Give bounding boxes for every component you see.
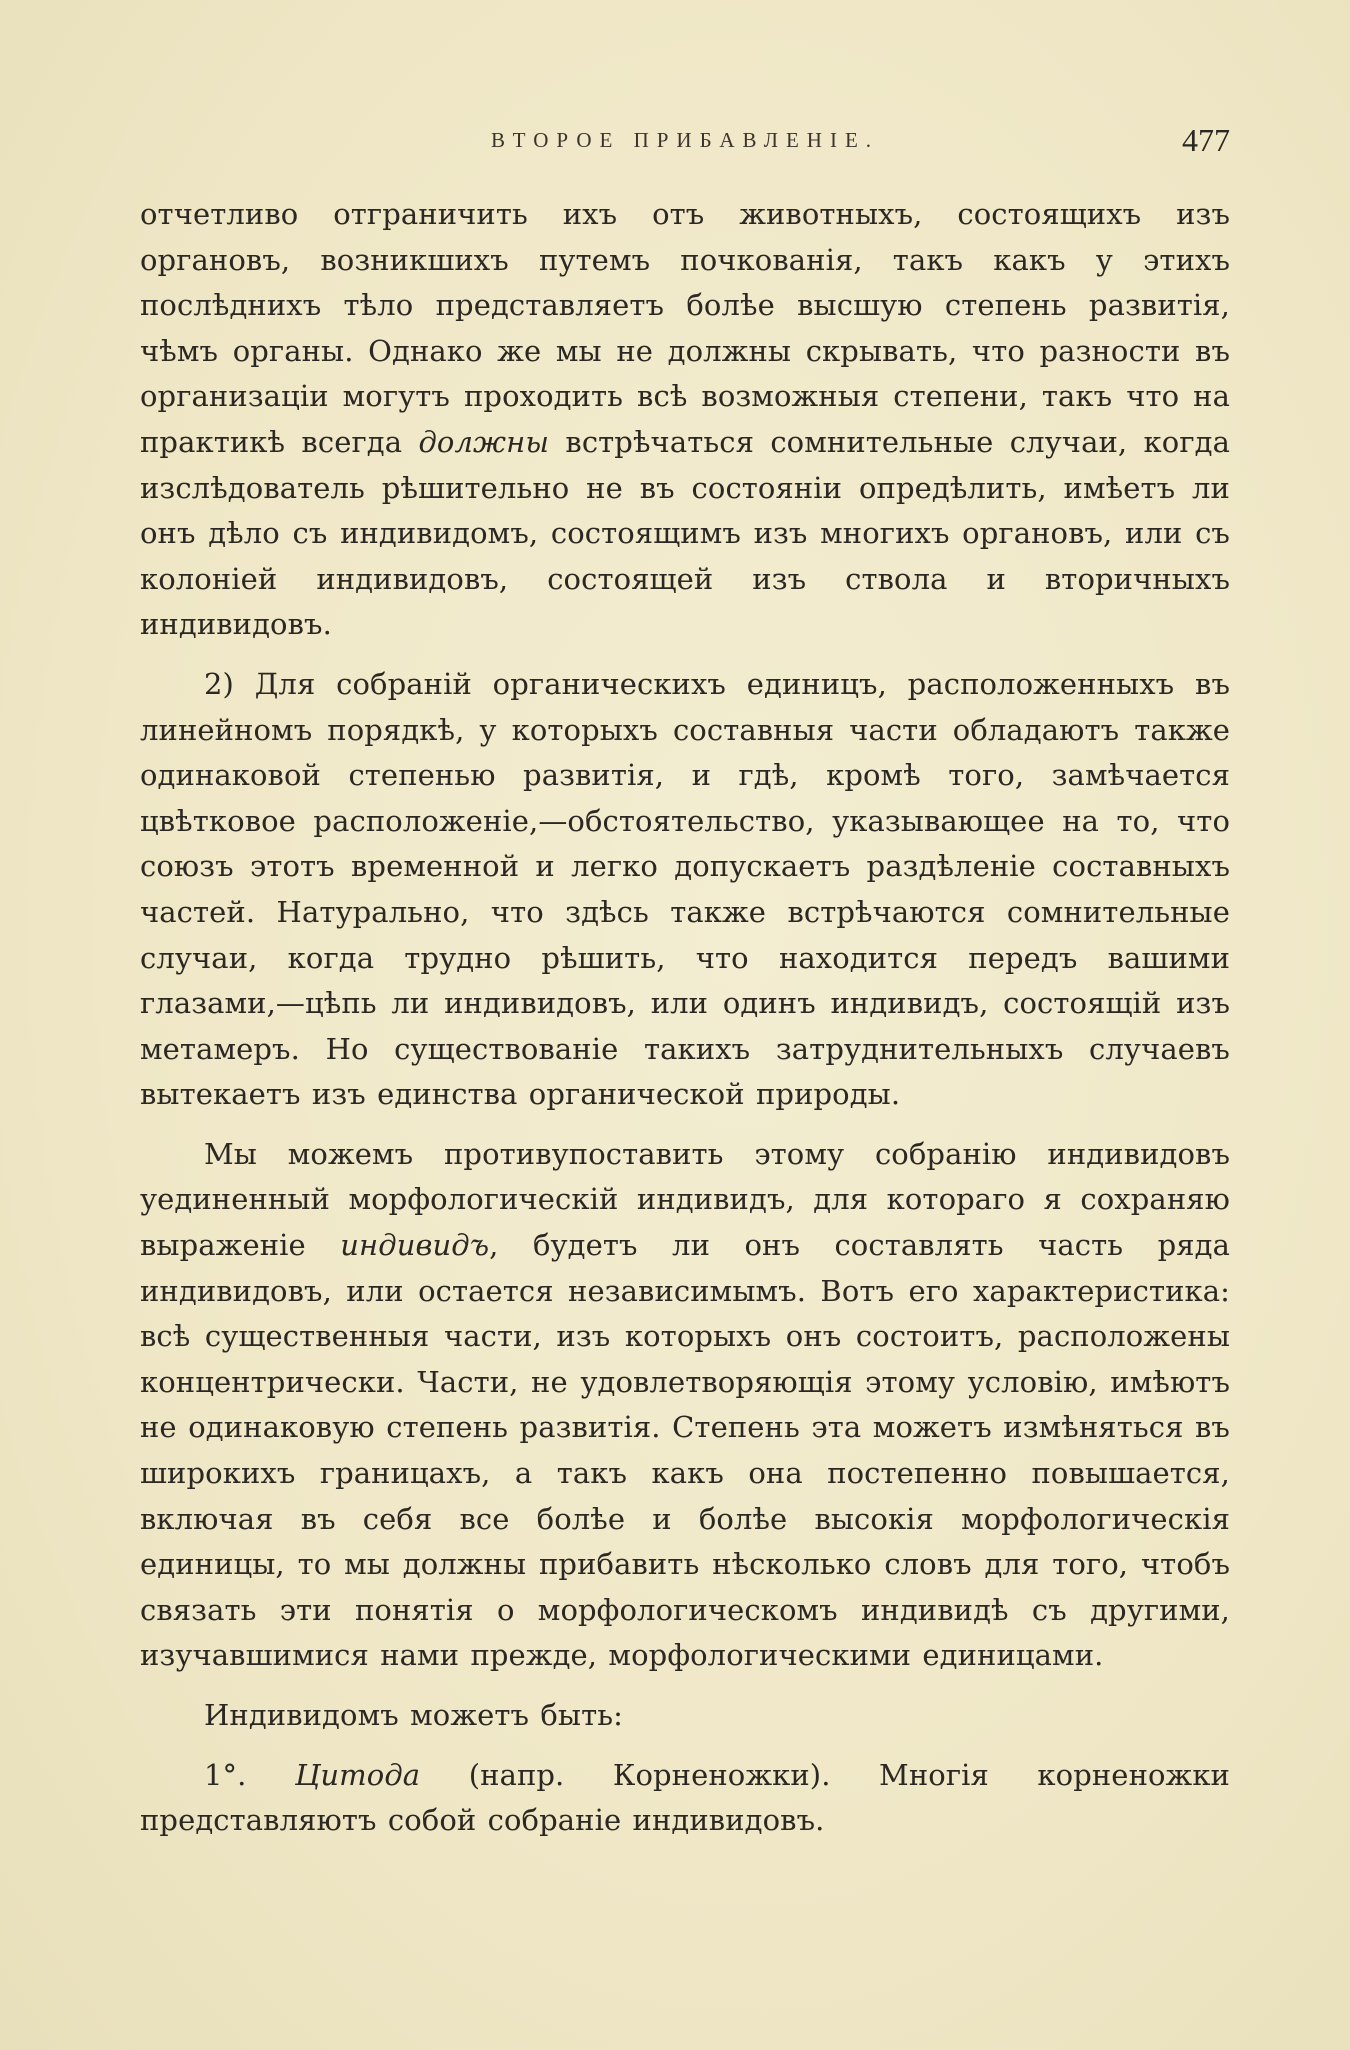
body-text	[140, 192, 1230, 1858]
paragraph-5-text-b: (напр. Корненожки). Многія корненожки представляютъ собой собраніе индивидовъ.	[140, 1757, 1230, 1838]
paragraph-1-text-b: встрѣчаться сомнительные случаи, когда изслѣдователь рѣшительно не въ состояніи опредѣлить, имѣетъ ли онъ дѣло съ индивидомъ, состоящимъ изъ многихъ органовъ, или съ колоніей индивидовъ, состоящей изъ ствола и вторичныхъ индивидовъ.	[140, 424, 1230, 642]
paragraph-5-text-a: 1°.	[204, 1757, 295, 1792]
emphasis-word: индивидъ	[340, 1228, 490, 1263]
paragraph-2-text: 2) Для собраній органическихъ единицъ, расположенныхъ въ линейномъ порядкѣ, у которыхъ составныя части обладаютъ также одинаковой степенью развитія, и гдѣ, кромѣ того, замѣчается цвѣтковое расположеніе,—обстоятельство, указывающее на то, что союзъ этотъ временной и легко допускаетъ раздѣленіе составныхъ частей. Натурально, что здѣсь также встрѣчаются сомнительные случаи, когда трудно рѣшить, что находится передъ вашими глазами,—цѣпь ли индивидовъ, или одинъ индивидъ, состоящій изъ метамеръ. Но существованіе такихъ затруднительныхъ случаевъ вытекаетъ изъ единства органической природы.	[140, 666, 1230, 1112]
paragraph-4	[140, 1693, 1230, 1739]
running-head	[140, 122, 1230, 162]
paragraph-1	[140, 192, 1230, 648]
paragraph-1-text-a: отчетливо отграничить ихъ отъ животныхъ, состоящихъ изъ органовъ, возникшихъ путемъ почкованія, такъ какъ у этихъ послѣднихъ тѣло представляетъ болѣе высшую степень развитія, чѣмъ органы. Однако же мы не должны скрывать, что разности въ организаціи могутъ проходить всѣ возможныя степени, такъ что на практикѣ всегда	[140, 197, 1230, 459]
paragraph-3-text-b: , будетъ ли онъ составлять часть ряда индивидовъ, или остается независимымъ. Вотъ его характеристика: всѣ существенныя части, изъ которыхъ онъ состоитъ, расположены концентрически. Части, не удовлетворяющія этому условію, имѣютъ не одинаковую степень развитія. Степень эта можетъ измѣняться въ широкихъ границахъ, а такъ какъ она постепенно повышается, включая въ себя все болѣе и болѣе высокія морфологическія единицы, то мы должны прибавить нѣсколько словъ для того, чтобъ связать эти понятія о морфологическомъ индивидѣ съ другими, изучавшимися нами прежде, морфологическими единицами.	[140, 1228, 1230, 1673]
page-number: 477	[1182, 122, 1230, 158]
emphasis-word: должны	[418, 424, 550, 459]
running-title: ВТОРОЕ ПРИБАВЛЕНІЕ.	[490, 128, 880, 152]
paragraph-3	[140, 1132, 1230, 1679]
paragraph-5	[140, 1753, 1230, 1844]
paragraph-4-text: Индивидомъ можетъ быть:	[204, 1698, 624, 1732]
paragraph-3-text-a: Мы можемъ противупоставить этому собранію индивидовъ уединенный морфологическій индивидъ, для котораго я сохраняю выраженіе	[140, 1136, 1230, 1263]
paragraph-2	[140, 662, 1230, 1118]
emphasis-word: Цитода	[295, 1757, 421, 1792]
